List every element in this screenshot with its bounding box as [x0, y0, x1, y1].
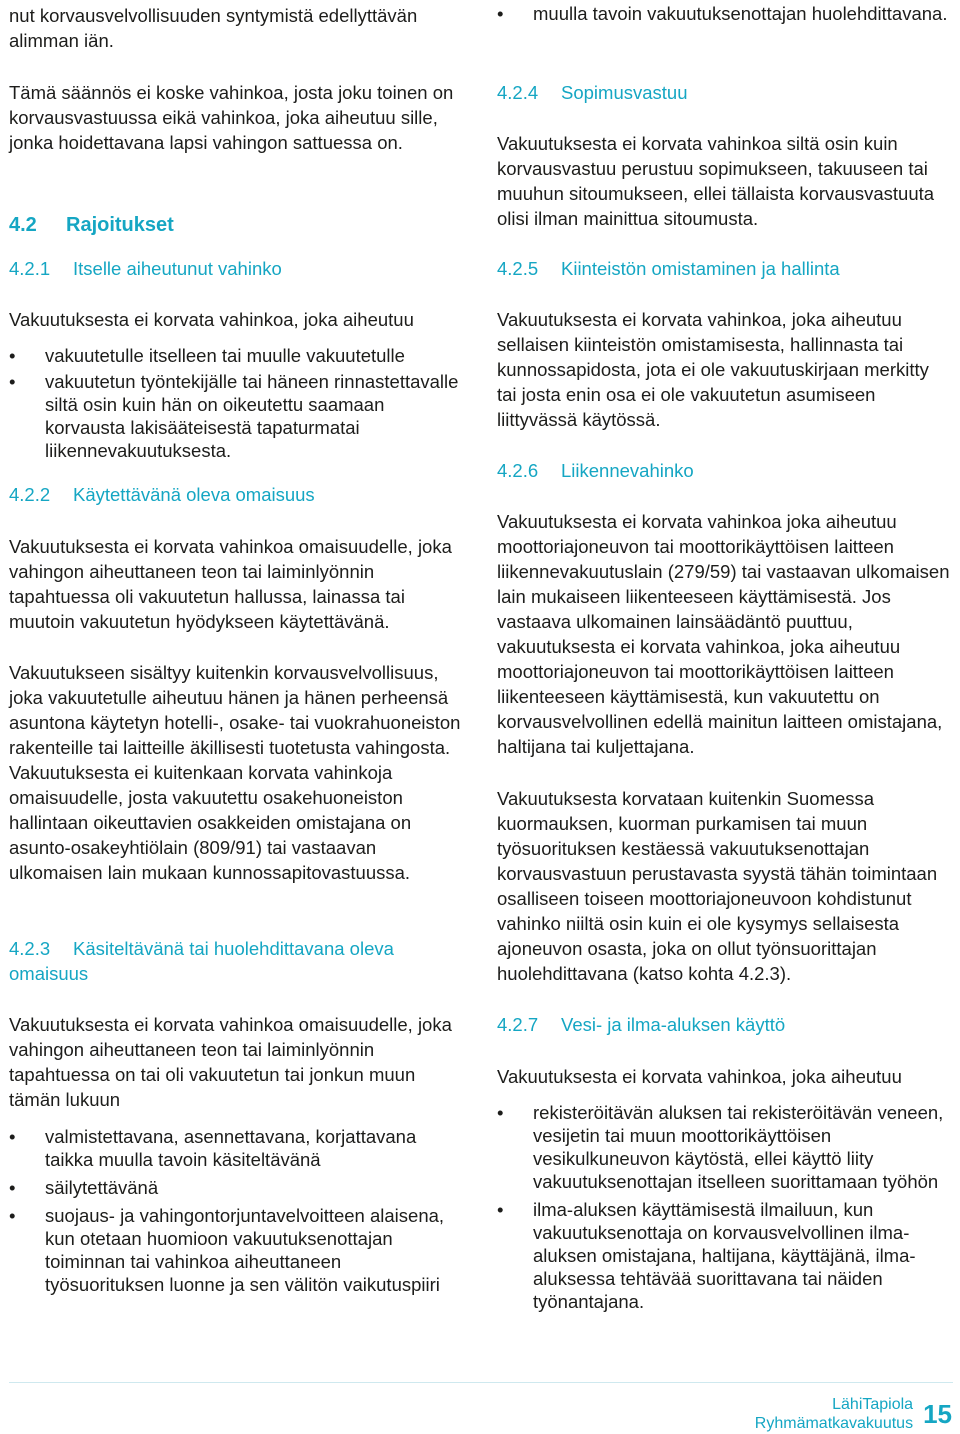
paragraph-4-2-5: Vakuutuksesta ei korvata vahinkoa, joka aiheutuu sellaisen kiinteistön omistamisesta, hallinnasta tai kunnossapidosta, jota ei ole vakuutuskirjaan merkitty tai josta enin osa ei ole vakuutetun asumiseen liittyvässä käytössä.	[497, 309, 929, 430]
heading-4-2-7	[497, 1012, 785, 1037]
heading-4-2-5	[497, 256, 840, 281]
heading-number: 4.2.1	[9, 258, 51, 279]
paragraph-4-2-2-a: Vakuutuksesta ei korvata vahinkoa omaisuudelle, joka vahingon aiheuttaneen teon tai laiminlyönnin tapahtuessa oli vakuutetun hallussa, lainassa tai muutoin vakuutetun hyödykseen käytettävänä.	[9, 536, 452, 632]
brand-block	[755, 1395, 913, 1433]
paragraph-4-2-7: Vakuutuksesta ei korvata vahinkoa, joka aiheutuu	[497, 1066, 902, 1087]
paragraph-intro: nut korvausvelvollisuuden syntymistä edellyttävän alimman iän.	[9, 5, 418, 51]
heading-number: 4.2.6	[497, 460, 539, 481]
list-item: • rekisteröitävän aluksen tai rekisteröitävän veneen, vesijetin tai muun moottorikäyttöisen vesikulkuneuvon käytöstä, ellei käyttö liity vakuutuksenottajan itselleen suorittamaan työhön	[497, 1101, 949, 1193]
page-footer	[755, 1394, 952, 1434]
heading-title: Liikennevahinko	[561, 460, 694, 481]
list-item: • muulla tavoin vakuutuksenottajan huolehdittavana.	[497, 2, 949, 25]
list-4-2-7	[497, 1101, 949, 1313]
heading-title: Käytettävänä oleva omaisuus	[73, 484, 315, 505]
paragraph-4-2-1: Vakuutuksesta ei korvata vahinkoa, joka aiheutuu	[9, 309, 414, 330]
heading-4-2-6	[497, 458, 694, 483]
heading-4-2-2	[9, 482, 315, 507]
footer-divider	[9, 1382, 953, 1383]
paragraph-4-2-4: Vakuutuksesta ei korvata vahinkoa siltä osin kuin korvausvastuu perustuu sopimukseen, takuuseen tai muuhun sitoumukseen, ellei tällaista korvausvastuuta olisi ilman mainittua sitoumusta.	[497, 133, 935, 229]
heading-4-2-1	[9, 256, 282, 281]
paragraph-4-2-6-b: Vakuutuksesta korvataan kuitenkin Suomessa kuormauksen, kuorman purkamisen tai muun työsuorituksen kestäessä vakuutuksenottajan korvausvastuun perustavasta syystä tähän toimintaan osalliseen toiseen moottoriajoneuvoon kohdistunut vahinko niiltä osin kuin ei ole kysymys sellaisesta ajoneuvon osasta, joka on ollut työnsuorittajan huolehdittavana (katso kohta 4.2.3).	[497, 788, 938, 984]
page-number: 15	[923, 1399, 952, 1429]
paragraph-4-2-2-b: Vakuutukseen sisältyy kuitenkin korvausvelvollisuus, joka vakuutetulle aiheutuu hänen ja hänen perheensä asuntona käytetyn hotelli-, osake- tai vuokrahuoneiston rakenteille tai laitteille äkillisesti tuotetusta vahingosta. Vakuutuksesta ei kuitenkaan korvata vahinkoja omaisuudelle, josta vakuutettu osakehuoneiston hallintaan oikeuttavien osakkeiden omistajana on asunto-osakeyhtiölain (809/91) tai vastaavan ulkomaisen lain mukaan kunnossapitovastuussa.	[9, 662, 461, 883]
list-item: • säilytettävänä	[9, 1176, 465, 1199]
heading-title: Käsiteltävänä tai huolehdittavana oleva omaisuus	[9, 938, 394, 984]
heading-title: Sopimusvastuu	[561, 82, 688, 103]
heading-title: Kiinteistön omistaminen ja hallinta	[561, 258, 840, 279]
list-4-2-3	[9, 1125, 465, 1296]
heading-number: 4.2.2	[9, 484, 51, 505]
paragraph-rule: Tämä säännös ei koske vahinkoa, josta joku toinen on korvausvastuussa eikä vahinkoa, joka aiheutuu sille, jonka hoidettavana lapsi vahingon sattuessa on.	[9, 82, 454, 153]
list-continued	[497, 2, 949, 25]
list-item: • suojaus- ja vahingontorjuntavelvoitteen alaisena, kun otetaan huomioon vakuutuksenottajan toiminnan tai vahinkoa aiheuttaneen työsuorituksen luonne ja sen välitön vaikutuspiiri	[9, 1204, 465, 1296]
product-name: Ryhmämatkavakuutus	[754, 1415, 914, 1432]
heading-4-2	[9, 213, 174, 238]
heading-title: Rajoitukset	[66, 214, 174, 236]
paragraph-4-2-3: Vakuutuksesta ei korvata vahinkoa omaisuudelle, joka vahingon aiheuttaneen teon tai laiminlyönnin tapahtuessa on tai oli vakuutetun tai jonkun muun tämän lukuun	[9, 1014, 452, 1110]
paragraph-4-2-6-a: Vakuutuksesta ei korvata vahinkoa joka aiheutuu moottoriajoneuvon tai moottorikäyttöisen laitteen liikennevakuutuslain (279/59) tai vastaavan ulkomaisen lain mukaiseen liikenteeseen käyttämisestä. Jos vastaava ulkomainen lainsäädäntö puuttuu, vakuutuksesta ei korvata vahinkoa, joka aiheutuu moottoriajoneuvon tai moottorikäyttöisen laitteen liikenteeseen käyttämisestä, kun vakuutettu on korvausvelvollinen edellä mainitun laitteen omistajana, haltijana tai kuljettajana.	[497, 511, 950, 757]
heading-4-2-4	[497, 80, 687, 105]
heading-title: Itselle aiheutunut vahinko	[73, 258, 282, 279]
list-item: • vakuutetun työntekijälle tai häneen rinnastettavalle siltä osin kuin hän on oikeutettu saamaan korvausta lakisääteisestä tapaturmatai liikennevakuutuksesta.	[9, 370, 465, 462]
brand-name: LähiTapiola	[832, 1396, 914, 1413]
heading-4-2-3	[9, 936, 459, 986]
list-item: • vakuutetulle itselleen tai muulle vakuutetulle	[9, 344, 465, 367]
heading-number: 4.2.5	[497, 258, 539, 279]
list-4-2-1	[9, 344, 465, 462]
heading-number: 4.2.4	[497, 82, 539, 103]
list-item: • valmistettavana, asennettavana, korjattavana taikka muulla tavoin käsiteltävänä	[9, 1125, 465, 1171]
heading-number: 4.2	[9, 214, 37, 236]
list-item: • ilma-aluksen käyttämisestä ilmailuun, kun vakuutuksenottaja on korvausvelvollinen ilma-aluksen omistajana, haltijana, käyttäjänä, ilma-aluksessa tehtävää suorittavana tai näiden työnantajana.	[497, 1198, 949, 1313]
heading-number: 4.2.3	[9, 938, 51, 959]
heading-title: Vesi- ja ilma-aluksen käyttö	[561, 1014, 786, 1035]
heading-number: 4.2.7	[497, 1014, 539, 1035]
